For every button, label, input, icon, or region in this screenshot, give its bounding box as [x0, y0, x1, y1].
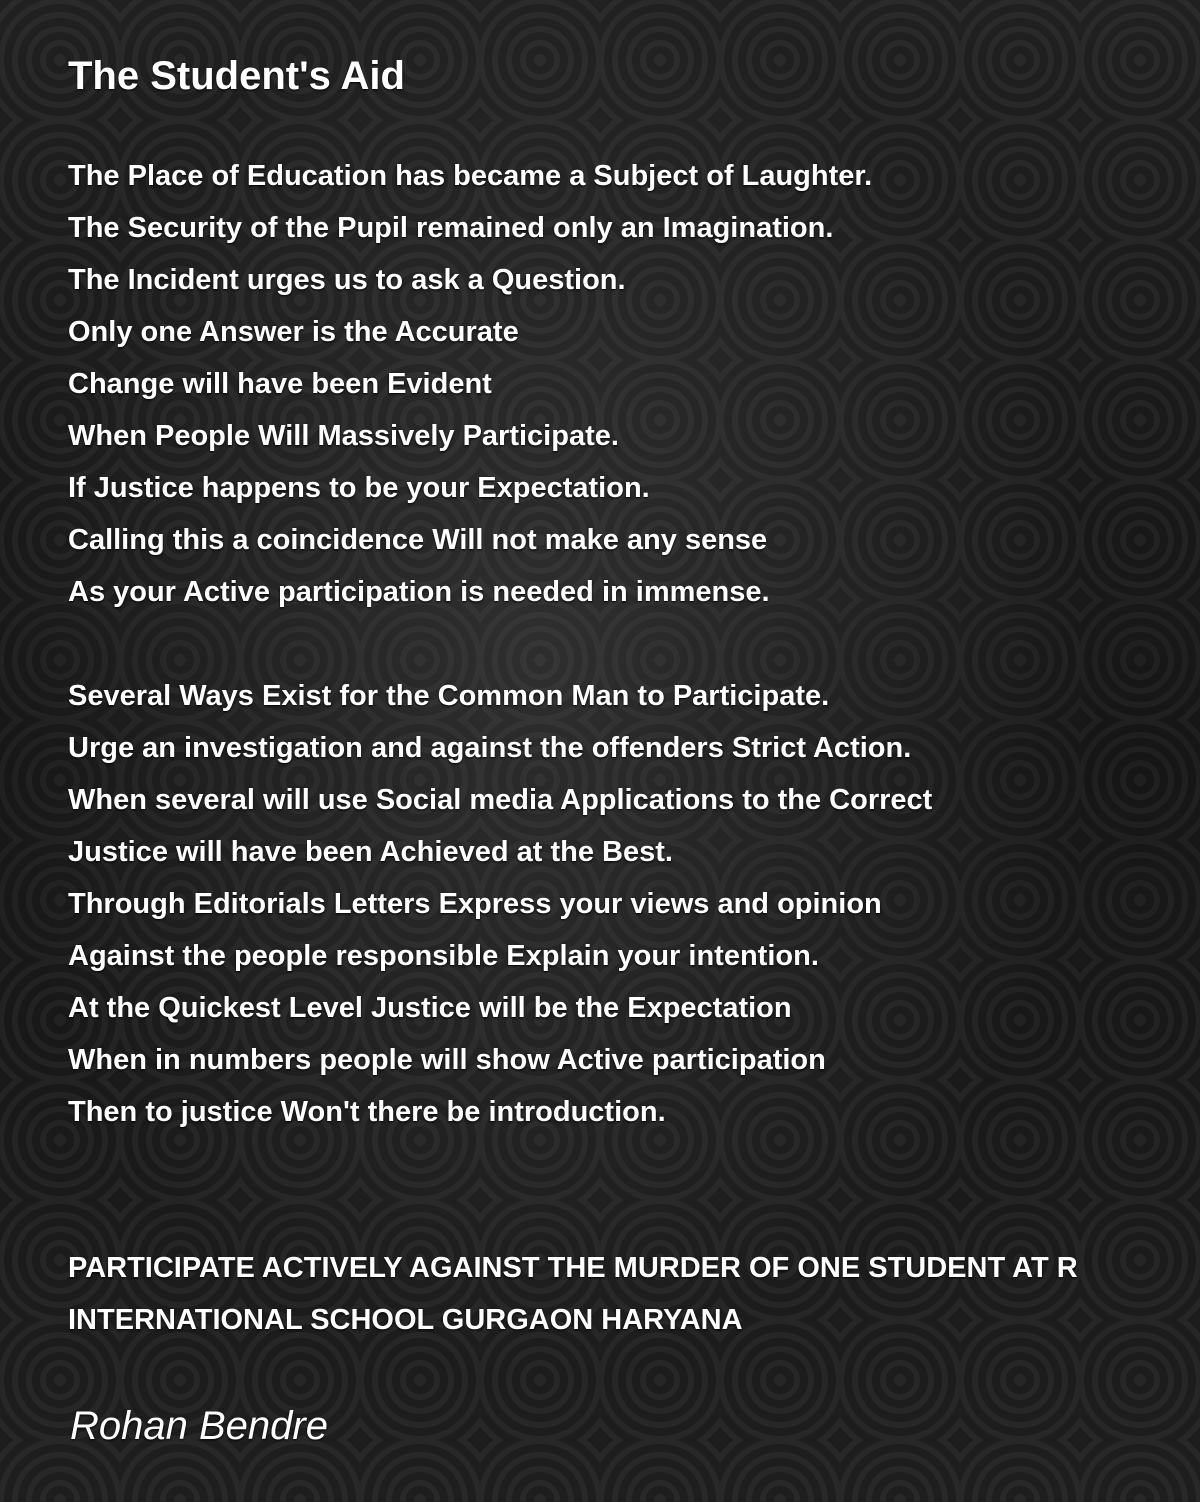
stanza-2 [68, 670, 932, 1138]
poem-line: When several will use Social media Applications to the Correct [68, 784, 933, 816]
dedication-line: INTERNATIONAL SCHOOL GURGAON HARYANA [68, 1304, 743, 1336]
poem-line: Through Editorials Letters Express your views and opinion [68, 888, 882, 920]
poem-line: At the Quickest Level Justice will be the Expectation [68, 992, 792, 1024]
dedication [68, 1242, 1078, 1346]
poem-line: Only one Answer is the Accurate [68, 316, 519, 348]
poem-line: The Place of Education has became a Subject of Laughter. [68, 160, 873, 192]
stanza-1 [68, 150, 872, 618]
poem-line: The Security of the Pupil remained only an Imagination. [68, 212, 834, 244]
poem-line: Then to justice Won't there be introduction. [68, 1096, 666, 1128]
poem-line: Urge an investigation and against the offenders Strict Action. [68, 732, 912, 764]
poem-line: When in numbers people will show Active participation [68, 1044, 826, 1076]
poem-line: Against the people responsible Explain your intention. [68, 940, 819, 972]
poem-line: Several Ways Exist for the Common Man to Participate. [68, 680, 830, 712]
poem-line: If Justice happens to be your Expectation. [68, 472, 650, 504]
poem-line: As your Active participation is needed in immense. [68, 576, 770, 608]
poem-line: Justice will have been Achieved at the Best. [68, 836, 673, 868]
poem-line: Change will have been Evident [68, 368, 492, 400]
dedication-line: PARTICIPATE ACTIVELY AGAINST THE MURDER OF ONE STUDENT AT R [68, 1252, 1078, 1284]
poem-line: Calling this a coincidence Will not make any sense [68, 524, 768, 556]
poem-line: When People Will Massively Participate. [68, 420, 619, 452]
poem-line: The Incident urges us to ask a Question. [68, 264, 626, 296]
poem-author: Rohan Bendre [70, 1404, 328, 1448]
poem-title: The Student's Aid [68, 54, 405, 98]
